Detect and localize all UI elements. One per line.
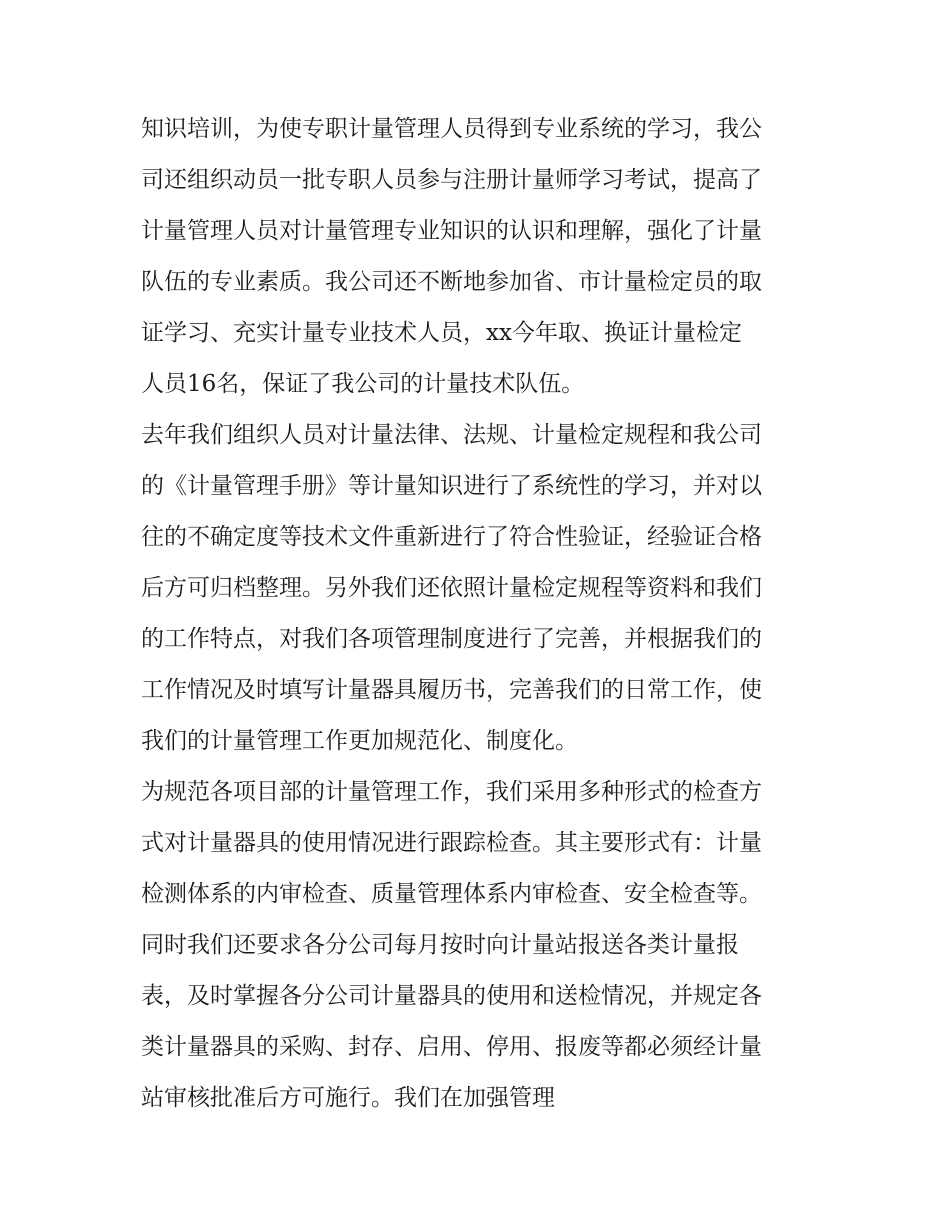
text-line: 后方可归档整理。另外我们还依照计量检定规程等资料和我们 (141, 575, 762, 601)
text-line: 的工作特点，对我们各项管理制度进行了完善，并根据我们的 (141, 626, 762, 652)
text-line: 的《计量管理手册》等计量知识进行了系统性的学习，并对以 (141, 473, 762, 499)
text-line: 证学习、充实计量专业技术人员，xx今年取、换证计量检定 (141, 320, 742, 346)
text-line: 知识培训，为使专职计量管理人员得到专业系统的学习，我公 (141, 116, 762, 142)
text-line: 表，及时掌握各分公司计量器具的使用和送检情况，并规定各 (141, 983, 762, 1009)
text-line: 工作情况及时填写计量器具履历书，完善我们的日常工作，使 (141, 677, 762, 703)
text-line: 去年我们组织人员对计量法律、法规、计量检定规程和我公司 (141, 422, 762, 448)
text-line: 式对计量器具的使用情况进行跟踪检查。其主要形式有：计量 (141, 830, 762, 856)
text-line: 站审核批准后方可施行。我们在加强管理 (141, 1085, 555, 1111)
body-text (141, 104, 811, 1124)
text-line: 检测体系的内审检查、质量管理体系内审检查、安全检查等。 (141, 881, 762, 907)
text-line: 同时我们还要求各分公司每月按时向计量站报送各类计量报 (141, 932, 739, 958)
text-line: 我们的计量管理工作更加规范化、制度化。 (141, 728, 578, 754)
text-line: 司还组织动员一批专职人员参与注册计量师学习考试，提高了 (141, 167, 762, 193)
text-line: 为规范各项目部的计量管理工作，我们采用多种形式的检查方 (141, 779, 762, 805)
text-line: 队伍的专业素质。我公司还不断地参加省、市计量检定员的取 (141, 269, 762, 295)
text-line: 往的不确定度等技术文件重新进行了符合性验证，经验证合格 (141, 524, 762, 550)
text-line: 计量管理人员对计量管理专业知识的认识和理解，强化了计量 (141, 218, 762, 244)
text-line: 人员16名，保证了我公司的计量技术队伍。 (141, 371, 585, 397)
text-line: 类计量器具的采购、封存、启用、停用、报废等都必须经计量 (141, 1034, 762, 1060)
